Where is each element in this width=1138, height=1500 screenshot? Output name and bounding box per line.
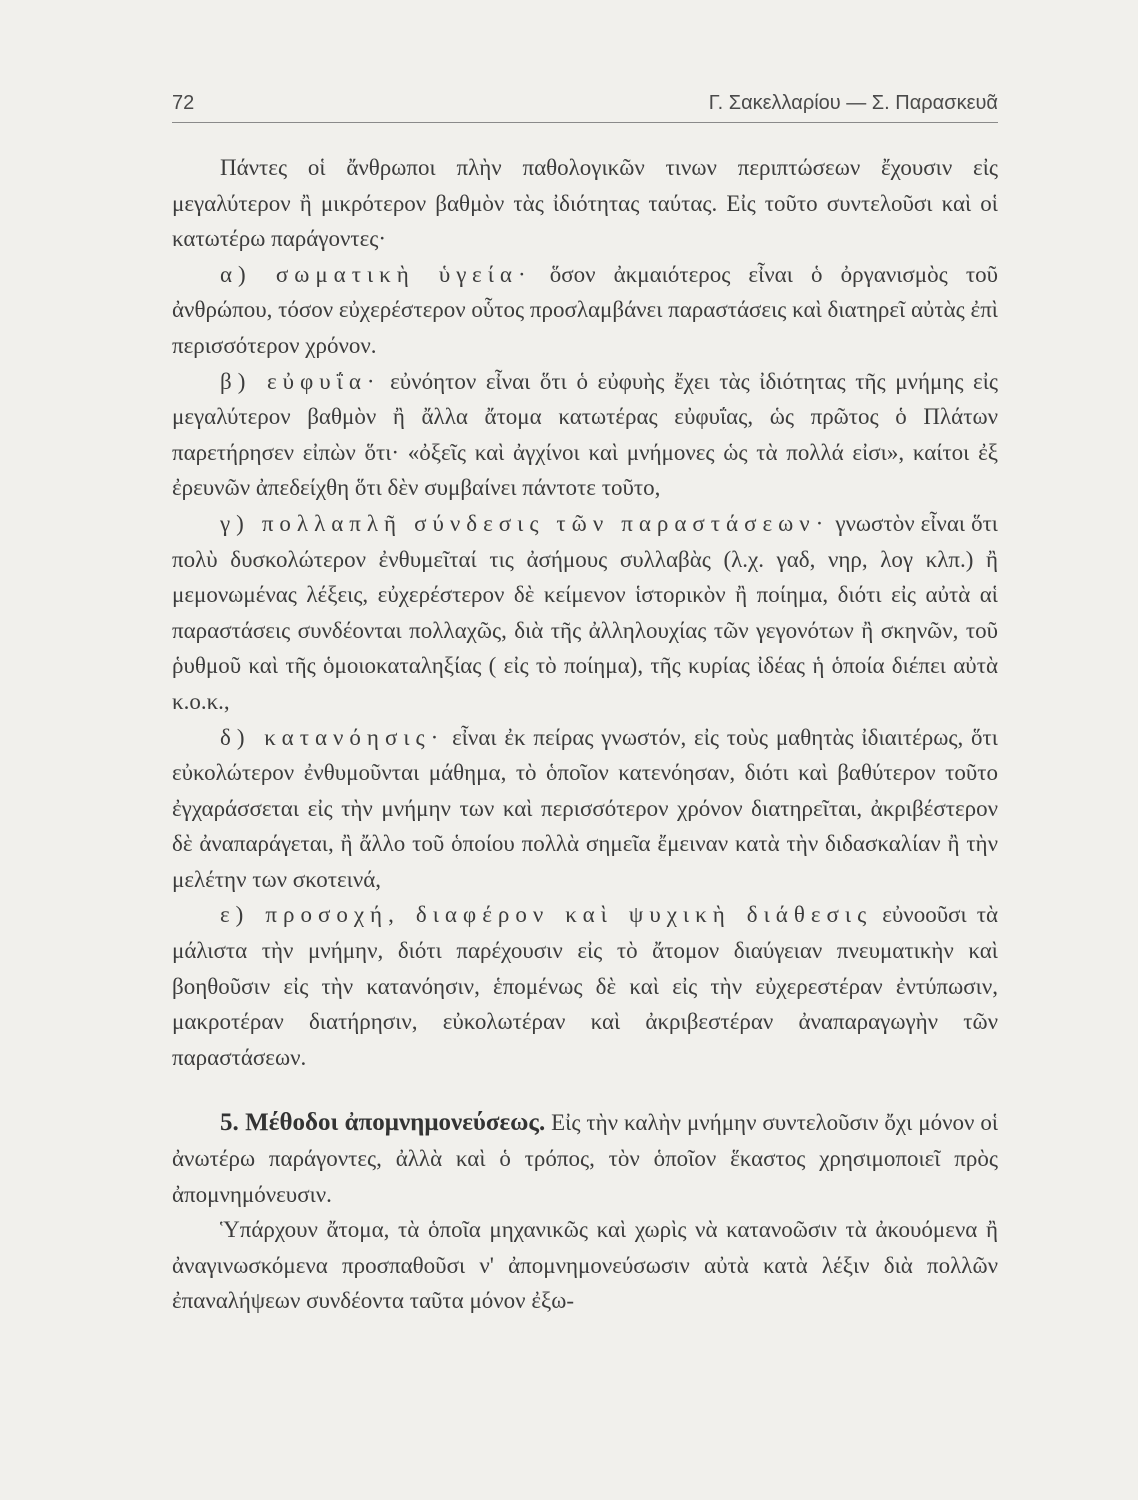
running-header xyxy=(172,88,998,123)
factor-term: δ) κατανόησις· xyxy=(220,724,445,750)
factor-alpha: α) σωματικὴ ὑγεία· ὅσον ἀκμαιότερος εἶναι ὁ ὀργανισμὸς τοῦ ἀνθρώπου, τόσον εὐχερέστερον οὗτος προσλαμβάνει παραστάσεις καὶ διατηρεῖ αὐτὰς ἐπὶ περισσότερον χρόνον. xyxy=(172,261,998,358)
factor-term: α) σωματικὴ ὑγεία· xyxy=(220,261,532,287)
factor-term: γ) πολλαπλῆ σύνδεσις τῶν παραστάσεων· xyxy=(220,510,830,536)
running-title: Γ. Σακελλαρίου — Σ. Παρασκευᾶ xyxy=(708,92,998,114)
factor-delta: δ) κατανόησις· εἶναι ἐκ πείρας γνωστόν, εἰς τοὺς μαθητὰς ἰδιαιτέρως, ὅτι εὐκολώτερον ἐνθυμοῦνται μάθημα, τὸ ὁποῖον κατενόησαν, διότι καὶ βαθύτερον τοῦτο ἐγχαράσσεται εἰς τὴν μνήμην των καὶ περισσότερον χρόνον διατηρεῖται, ἀκριβέστερον δὲ ἀναπαράγεται, ἢ ἄλλο τοῦ ὁποίου πολλὰ σημεῖα ἔμειναν κατὰ τὴν διδασκαλίαν ἢ τὴν μελέτην των σκοτεινά, xyxy=(172,724,998,892)
intro-paragraph: Πάντες οἱ ἄνθρωποι πλὴν παθολογικῶν τινων περιπτώσεων ἔχουσιν εἰς μεγαλύτερον ἢ μικρότερον βαθμὸν τὰς ἰδιότητας ταύτας. Εἰς τοῦτο συντελοῦσι καὶ οἱ κατωτέρω παράγοντες· xyxy=(172,155,998,252)
factor-beta: β) εὐφυΐα· εὐνόητον εἶναι ὅτι ὁ εὐφυὴς ἔχει τὰς ἰδιότητας τῆς μνήμης εἰς μεγαλύτερον βαθμὸν ἢ ἄλλα ἄτομα κατωτέρας εὐφυΐας, ὡς πρῶτος ὁ Πλάτων παρετήρησεν εἰπὼν ὅτι· «ὀξεῖς καὶ ἀγχίνοι καὶ μνήμονες ὡς τὰ πολλά εἰσι», καίτοι ἐξ ἐρευνῶν ἀπεδείχθη ὅτι δὲν συμβαίνει πάντοτε τοῦτο, xyxy=(172,368,998,501)
factor-epsilon: ε) προσοχή, διαφέρον καὶ ψυχικὴ διάθεσις εὐνοοῦσι τὰ μάλιστα τὴν μνήμην, διότι παρέχουσιν εἰς τὸ ἄτομον διαύγειαν πνευματικὴν καὶ βοηθοῦσιν εἰς τὴν κατανόησιν, ἑπομένως δὲ καὶ εἰς τὴν εὐχερεστέραν ἐντύπωσιν, μακροτέραν διατήρησιν, εὐκολωτέραν καὶ ἀκριβεστέραν ἀναπαραγωγὴν τῶν παραστάσεων. xyxy=(172,902,998,1070)
section-paragraph: 5. Μέθοδοι ἀπομνημονεύσεως. Εἰς τὴν καλὴν μνήμην συντελοῦσιν ὄχι μόνον οἱ ἀνωτέρω παράγοντες, ἀλλὰ καὶ ὁ τρόπος, τὸν ὁποῖον ἕκαστος χρησιμοποιεῖ πρὸς ἀπομνημόνευσιν. xyxy=(172,1109,999,1207)
factor-term: ε) προσοχή, διαφέρον καὶ ψυχικὴ διάθεσις xyxy=(220,902,873,928)
section-heading: 5. Μέθοδοι ἀπομνημονεύσεως. xyxy=(220,1109,546,1137)
body-text xyxy=(172,150,998,1319)
page-number: 72 xyxy=(172,92,195,114)
factor-gamma: γ) πολλαπλῆ σύνδεσις τῶν παραστάσεων· γνωστὸν εἶναι ὅτι πολὺ δυσκολώτερον ἐνθυμεῖταί τις ἀσήμους συλλαβὰς (λ.χ. γαδ, νηρ, λογ κλπ.) ἢ μεμονωμένας λέξεις, εὐχερέστερον δὲ κείμενον ἱστορικὸν ἢ ποίημα, διότι εἰς αὐτὰ αἱ παραστάσεις συνδέονται πολλαχῶς, διὰ τῆς ἀλληλουχίας τῶν γεγονότων ἢ σκηνῶν, τοῦ ῥυθμοῦ καὶ τῆς ὁμοιοκαταληξίας ( εἰς τὸ ποίημα), τῆς κυρίας ἰδέας ἡ ὁποία διέπει αὐτὰ κ.ο.κ., xyxy=(172,510,998,714)
final-paragraph: Ὑπάρχουν ἄτομα, τὰ ὁποῖα μηχανικῶς καὶ χωρὶς νὰ κατανοῶσιν τὰ ἀκουόμενα ἢ ἀναγινωσκόμενα προσπαθοῦσι ν' ἀπομνημονεύσωσιν αὐτὰ κατὰ λέξιν διὰ πολλῶν ἐπαναλήψεων συνδέοντα ταῦτα μόνον ἐξω- xyxy=(172,1217,998,1314)
factor-term: β) εὐφυΐα· xyxy=(220,368,381,394)
